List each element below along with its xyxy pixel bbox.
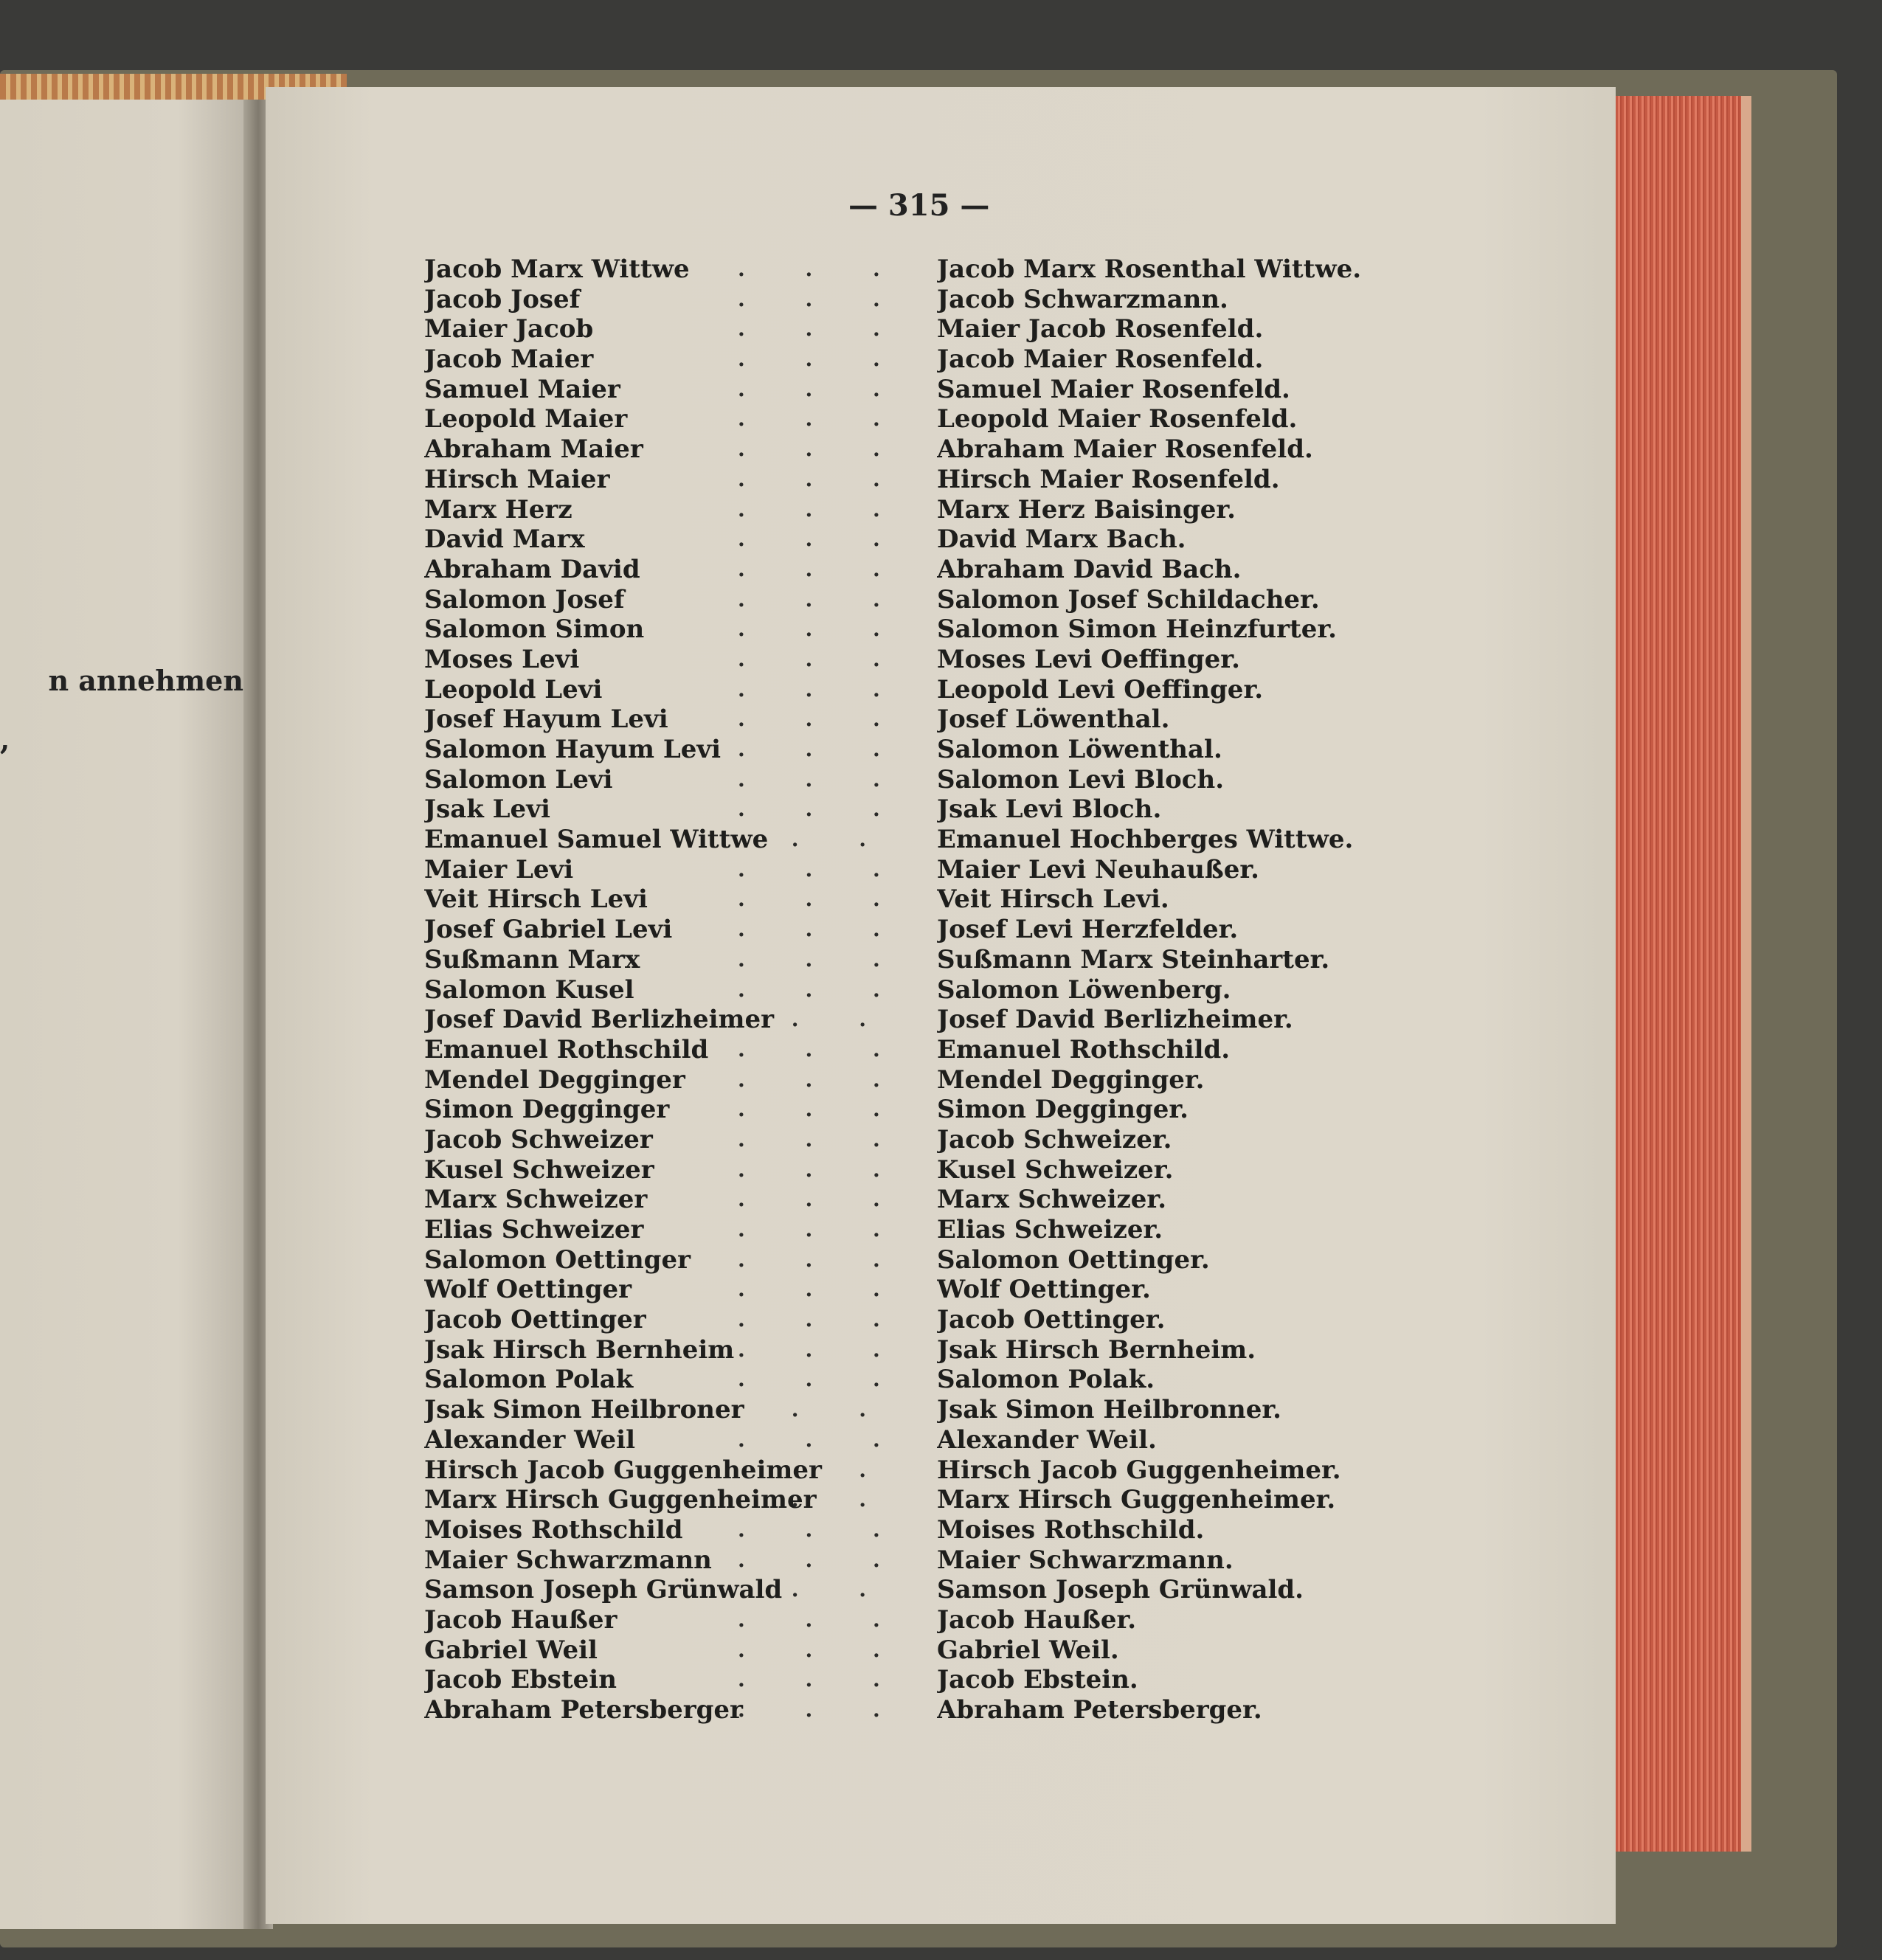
list-item: Wolf Oettinger	[424, 1275, 632, 1305]
list-item: Simon Degginger	[424, 1095, 670, 1125]
page-number: — 315 —	[848, 188, 990, 223]
list-item: Jsak Hirsch Bernheim	[424, 1334, 735, 1365]
list-item: Jsak Levi	[424, 794, 550, 825]
list-item: Hirsch Jacob Guggenheimer	[424, 1455, 822, 1485]
leader-dots: . . .	[738, 1337, 907, 1362]
leader-dots: . . .	[738, 1126, 907, 1152]
left-page-fragment-mark: ,	[0, 723, 10, 756]
leader-dots: . . .	[738, 1607, 907, 1632]
leader-dots: . . .	[738, 1157, 907, 1182]
list-item: Salomon Simon Heinzfurter.	[937, 614, 1337, 645]
list-item: Marx Hirsch Guggenheimer.	[937, 1485, 1336, 1515]
list-item: Abraham Maier	[424, 434, 643, 465]
leader-dots: . . .	[738, 1187, 907, 1212]
list-item: Jsak Hirsch Bernheim.	[937, 1334, 1256, 1365]
list-item: Emanuel Rothschild.	[937, 1034, 1231, 1064]
leader-dots: . . .	[738, 617, 907, 642]
leader-dots: . . .	[738, 1697, 907, 1722]
list-item: Jacob Schweizer	[424, 1124, 653, 1154]
leader-dots: . .	[791, 1007, 893, 1032]
leader-dots: . . .	[738, 586, 907, 612]
leader-dots: . .	[791, 1487, 893, 1512]
leader-dots: . . .	[738, 556, 907, 581]
leader-dots: . . .	[738, 1667, 907, 1692]
list-item: Maier Levi	[424, 854, 574, 884]
leader-dots: . . .	[738, 737, 907, 761]
list-item: Mendel Degginger.	[937, 1064, 1205, 1095]
leader-dots: . . .	[738, 1067, 907, 1092]
list-item: Moses Levi Oeffinger.	[937, 644, 1240, 674]
list-item: Josef Gabriel Levi	[424, 915, 673, 945]
leader-dots: . . .	[738, 376, 907, 401]
leader-dots: . . .	[738, 1427, 907, 1452]
leader-dots: . . .	[738, 1637, 907, 1662]
list-item: Leopold Maier Rosenfeld.	[937, 404, 1298, 434]
leader-dots: . . .	[738, 1247, 907, 1272]
list-item: Veit Hirsch Levi.	[937, 884, 1169, 915]
list-item: Sußmann Marx Steinharter.	[937, 944, 1330, 974]
leader-dots: . . .	[738, 406, 907, 432]
list-item: Abraham Petersberger.	[937, 1695, 1262, 1725]
list-item: Samson Joseph Grünwald	[424, 1575, 783, 1605]
list-item: Hirsch Maier	[424, 464, 610, 494]
leader-dots: . .	[791, 1577, 893, 1602]
list-item: Marx Herz Baisinger.	[937, 494, 1236, 524]
leader-dots: . . .	[738, 797, 907, 822]
list-item: Abraham Petersberger	[424, 1695, 743, 1725]
page-edges-red	[1616, 96, 1751, 1852]
list-item: Emanuel Hochberges Wittwe.	[937, 825, 1354, 855]
leader-dots: . . .	[738, 1307, 907, 1332]
leader-dots: . . .	[738, 437, 907, 462]
leader-dots: . . .	[738, 856, 907, 882]
list-item: Jacob Oettinger	[424, 1305, 646, 1335]
list-item: Leopold Maier	[424, 404, 628, 434]
list-item: Marx Herz	[424, 494, 572, 524]
list-item: Josef David Berlizheimer	[424, 1005, 775, 1035]
leader-dots: . . .	[738, 466, 907, 491]
leader-dots: . . .	[738, 707, 907, 732]
leader-dots: . .	[791, 1397, 893, 1422]
list-item: Jsak Simon Heilbronner.	[937, 1395, 1281, 1425]
leader-dots: .	[859, 1457, 893, 1482]
list-item: Salomon Oettinger.	[937, 1244, 1210, 1275]
list-item: Jacob Haußer.	[937, 1604, 1137, 1635]
list-item: Leopold Levi	[424, 674, 603, 704]
leader-dots: . . .	[738, 1036, 907, 1062]
list-item: Salomon Hayum Levi	[424, 735, 722, 764]
list-item: Jacob Maier Rosenfeld.	[937, 344, 1264, 375]
name-list-right-column	[937, 254, 1601, 1725]
list-item: Salomon Polak.	[937, 1365, 1155, 1395]
list-item: Jacob Marx Rosenthal Wittwe.	[937, 254, 1362, 284]
list-item: Marx Schweizer	[424, 1185, 648, 1215]
list-item: Jsak Simon Heilbroner	[424, 1395, 744, 1425]
list-item: Jacob Haußer	[424, 1604, 617, 1635]
list-item: Jacob Schweizer.	[937, 1124, 1172, 1154]
list-item: Hirsch Jacob Guggenheimer.	[937, 1455, 1341, 1485]
list-item: Salomon Simon	[424, 614, 645, 645]
list-item: Samuel Maier Rosenfeld.	[937, 374, 1290, 404]
list-item: Salomon Josef	[424, 584, 625, 614]
list-item: Alexander Weil.	[937, 1424, 1157, 1455]
list-item: Alexander Weil	[424, 1424, 635, 1455]
leader-dots: . .	[791, 827, 893, 852]
list-item: Abraham Maier Rosenfeld.	[937, 434, 1313, 465]
list-item: Maier Jacob Rosenfeld.	[937, 314, 1264, 344]
list-item: Emanuel Rothschild	[424, 1034, 709, 1064]
list-item: Mendel Degginger	[424, 1064, 685, 1095]
list-item: Salomon Oettinger	[424, 1244, 691, 1275]
list-item: Salomon Josef Schildacher.	[937, 584, 1320, 614]
left-page	[0, 100, 255, 1929]
list-item: Salomon Levi	[424, 764, 613, 794]
list-item: Wolf Oettinger.	[937, 1275, 1151, 1305]
leader-dots: . . .	[738, 1097, 907, 1122]
list-item: Maier Levi Neuhaußer.	[937, 854, 1260, 884]
list-item: Jacob Schwarzmann.	[937, 284, 1228, 314]
list-item: Salomon Polak	[424, 1365, 634, 1395]
list-item: Josef Levi Herzfelder.	[937, 915, 1239, 945]
list-item: Maier Schwarzmann	[424, 1545, 712, 1575]
list-item: Marx Schweizer.	[937, 1185, 1167, 1215]
list-item: Jacob Oettinger.	[937, 1305, 1166, 1335]
list-item: Salomon Löwenberg.	[937, 974, 1231, 1005]
list-item: Kusel Schweizer.	[937, 1154, 1174, 1185]
list-item: Jacob Marx Wittwe	[424, 254, 690, 284]
list-item: Abraham David	[424, 554, 640, 584]
list-item: Moses Levi	[424, 644, 580, 674]
leader-dots: . . .	[738, 887, 907, 912]
leader-dots: . . .	[738, 257, 907, 281]
list-item: Salomon Kusel	[424, 974, 634, 1005]
list-item: Maier Jacob	[424, 314, 594, 344]
list-item: David Marx	[424, 524, 585, 555]
leader-dots: . . .	[738, 766, 907, 792]
list-item: David Marx Bach.	[937, 524, 1186, 555]
list-item: Sußmann Marx	[424, 944, 640, 974]
leader-dots: . . .	[738, 316, 907, 342]
leader-dots: . . .	[738, 496, 907, 522]
list-item: Leopold Levi Oeffinger.	[937, 674, 1264, 704]
list-item: Veit Hirsch Levi	[424, 884, 648, 915]
list-item: Gabriel Weil	[424, 1635, 598, 1665]
list-item: Samuel Maier	[424, 374, 620, 404]
leader-dots: . . .	[738, 527, 907, 552]
list-item: Salomon Löwenthal.	[937, 735, 1222, 764]
leader-dots: . . .	[738, 1547, 907, 1572]
list-item: Moises Rothschild	[424, 1514, 683, 1545]
leader-dots: . . .	[738, 286, 907, 311]
list-item: Abraham David Bach.	[937, 554, 1242, 584]
list-item: Emanuel Samuel Wittwe	[424, 825, 769, 855]
list-item: Josef David Berlizheimer.	[937, 1005, 1293, 1035]
list-item: Josef Löwenthal.	[937, 704, 1170, 735]
list-item: Hirsch Maier Rosenfeld.	[937, 464, 1280, 494]
list-item: Jsak Levi Bloch.	[937, 794, 1162, 825]
leader-dots: . . .	[738, 917, 907, 942]
list-item: Jacob Ebstein.	[937, 1665, 1138, 1695]
leader-dots: . . .	[738, 1277, 907, 1302]
leader-dots: . . .	[738, 646, 907, 671]
leader-dots-column	[738, 254, 907, 1725]
list-item: Jacob Maier	[424, 344, 594, 375]
list-item: Jacob Josef	[424, 284, 581, 314]
list-item: Elias Schweizer.	[937, 1215, 1163, 1244]
left-page-fragment-text: n annehmen	[48, 664, 243, 697]
leader-dots: . . .	[738, 676, 907, 702]
leader-dots: . . .	[738, 1217, 907, 1242]
leader-dots: . . .	[738, 1517, 907, 1542]
leader-dots: . . .	[738, 347, 907, 372]
list-item: Josef Hayum Levi	[424, 704, 668, 735]
list-item: Moises Rothschild.	[937, 1514, 1205, 1545]
list-item: Kusel Schweizer	[424, 1154, 654, 1185]
leader-dots: . . .	[738, 977, 907, 1002]
list-item: Elias Schweizer	[424, 1215, 644, 1244]
list-item: Maier Schwarzmann.	[937, 1545, 1234, 1575]
leader-dots: . . .	[738, 1367, 907, 1392]
list-item: Gabriel Weil.	[937, 1635, 1119, 1665]
list-item: Marx Hirsch Guggenheimer	[424, 1485, 817, 1515]
list-item: Simon Degginger.	[937, 1095, 1189, 1125]
list-item: Salomon Levi Bloch.	[937, 764, 1225, 794]
leader-dots: . . .	[738, 946, 907, 972]
list-item: Samson Joseph Grünwald.	[937, 1575, 1304, 1605]
list-item: Jacob Ebstein	[424, 1665, 617, 1695]
